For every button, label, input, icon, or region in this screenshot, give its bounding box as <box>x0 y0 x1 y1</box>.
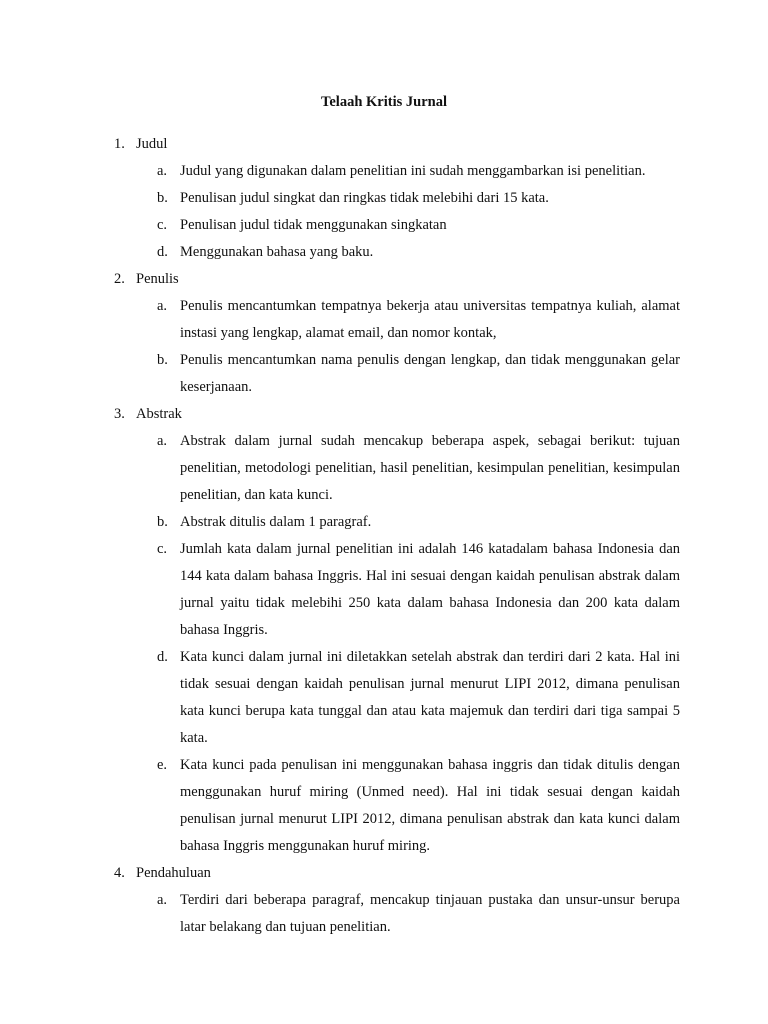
section-heading <box>114 401 680 428</box>
list-item <box>157 536 680 644</box>
item-marker: b. <box>157 352 168 368</box>
item-text: Jumlah kata dalam jurnal penelitian ini adalah 146 katadalam bahasa Indonesia dan 144 kata dalam bahasa Inggris. Hal ini sesuai dengan kaidah penulisan abstrak dalam jurnal yaitu tidak melebihi 250 kata dalam bahasa Indonesia dan 200 kata dalam bahasa Inggris. <box>180 541 680 638</box>
list-item <box>157 887 680 941</box>
list-item <box>157 509 680 536</box>
section-pendahuluan <box>114 860 680 941</box>
item-marker: a. <box>157 892 168 908</box>
section-number: 3. <box>114 406 125 422</box>
item-marker: b. <box>157 190 168 206</box>
section-judul <box>114 131 680 266</box>
item-text: Kata kunci pada penulisan ini menggunakan bahasa inggris dan tidak ditulis dengan menggunakan huruf miring (Unmed need). Hal ini tidak sesuai dengan kaidah penulisan jurnal menurut LIPI 2012, dimana penulisan abstrak dan kata kunci dalam bahasa Inggris menggunakan huruf miring. <box>180 757 680 854</box>
section-abstrak <box>114 401 680 860</box>
item-text: Terdiri dari beberapa paragraf, mencakup tinjauan pustaka dan unsur-unsur berupa latar belakang dan tujuan penelitian. <box>180 892 680 935</box>
item-marker: c. <box>157 541 168 557</box>
section-label: Penulis <box>136 271 179 287</box>
item-marker: e. <box>157 757 168 773</box>
item-text: Penulisan judul singkat dan ringkas tidak melebihi dari 15 kata. <box>180 190 549 206</box>
item-marker: d. <box>157 244 168 260</box>
list-item <box>157 185 680 212</box>
section-label: Judul <box>136 136 168 152</box>
item-marker: c. <box>157 217 168 233</box>
document-title: Telaah Kritis Jurnal <box>321 94 447 110</box>
list-item <box>157 239 680 266</box>
list-item <box>157 158 680 185</box>
item-marker: a. <box>157 298 168 314</box>
list-item <box>157 428 680 509</box>
item-text: Menggunakan bahasa yang baku. <box>180 244 374 260</box>
section-heading <box>114 266 680 293</box>
item-text: Judul yang digunakan dalam penelitian ini sudah menggambarkan isi penelitian. <box>180 163 646 179</box>
section-number: 2. <box>114 271 125 287</box>
list-item <box>157 644 680 752</box>
list-item <box>157 293 680 347</box>
section-number: 4. <box>114 865 125 881</box>
item-marker: a. <box>157 433 168 449</box>
section-number: 1. <box>114 136 125 152</box>
list-item <box>157 752 680 860</box>
section-label: Abstrak <box>136 406 182 422</box>
section-list <box>114 131 680 941</box>
item-text: Kata kunci dalam jurnal ini diletakkan setelah abstrak dan terdiri dari 2 kata. Hal ini tidak sesuai dengan kaidah penulisan jurnal menurut LIPI 2012, dimana penulisan kata kunci berupa kata tunggal dan atau kata majemuk dan terdiri dari tiga sampai 5 kata. <box>180 649 680 746</box>
item-marker: d. <box>157 649 168 665</box>
item-text: Penulisan judul tidak menggunakan singkatan <box>180 217 447 233</box>
list-item <box>157 347 680 401</box>
section-label: Pendahuluan <box>136 865 211 881</box>
item-marker: b. <box>157 514 168 530</box>
item-text: Penulis mencantumkan tempatnya bekerja atau universitas tempatnya kuliah, alamat instasi yang lengkap, alamat email, dan nomor kontak, <box>180 298 680 341</box>
list-item <box>157 212 680 239</box>
section-heading <box>114 860 680 887</box>
item-marker: a. <box>157 163 168 179</box>
item-text: Abstrak ditulis dalam 1 paragraf. <box>180 514 372 530</box>
section-heading <box>114 131 680 158</box>
item-text: Penulis mencantumkan nama penulis dengan lengkap, dan tidak menggunakan gelar keserjanaan. <box>180 352 680 395</box>
item-text: Abstrak dalam jurnal sudah mencakup beberapa aspek, sebagai berikut: tujuan penelitian, metodologi penelitian, hasil penelitian, kesimpulan penelitian, kesimpulan penelitian, dan kata kunci. <box>180 433 680 503</box>
section-penulis <box>114 266 680 401</box>
